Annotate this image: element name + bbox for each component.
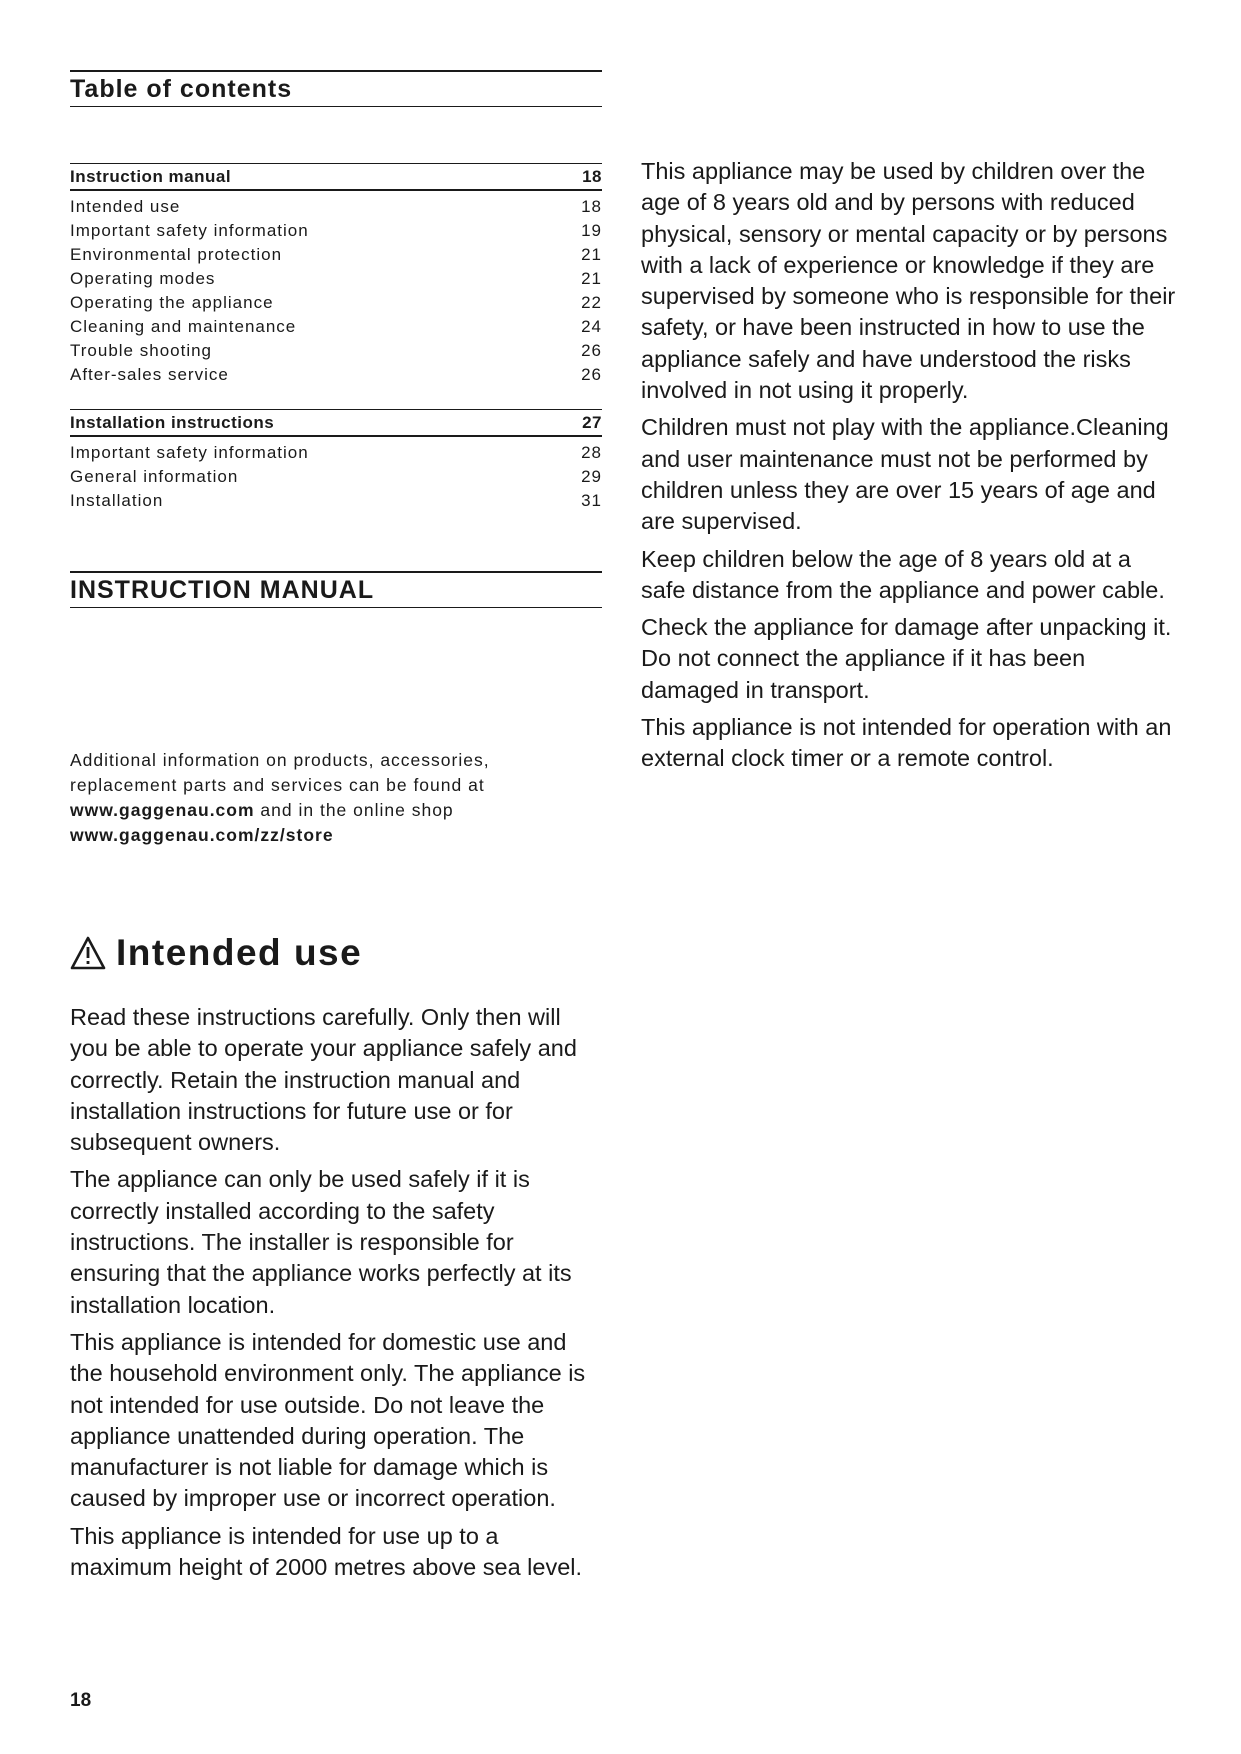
toc-item-page: 29 xyxy=(581,467,602,486)
toc-item-page: 18 xyxy=(581,197,602,216)
additional-info xyxy=(70,748,602,848)
toc-item[interactable] xyxy=(70,363,602,387)
toc-item-page: 28 xyxy=(581,443,602,462)
toc-item-label: General information xyxy=(70,467,239,486)
additional-info-text: and in the online shop xyxy=(254,800,454,820)
toc-heading-label: Installation instructions xyxy=(70,413,275,432)
toc-item[interactable] xyxy=(70,339,602,363)
toc-item-page: 31 xyxy=(581,491,602,510)
manual-section-title: INSTRUCTION MANUAL xyxy=(70,571,602,608)
paragraph: Children must not play with the appliance.Cleaning and user maintenance must not be performed by children unless they are over 15 years of age and are supervised. xyxy=(641,414,1169,535)
toc-item[interactable] xyxy=(70,195,602,219)
toc-section-instruction-manual xyxy=(70,163,602,387)
paragraph: Check the appliance for damage after unpacking it. Do not connect the appliance if it has been damaged in transport. xyxy=(641,614,1172,703)
toc-item-label: Operating modes xyxy=(70,269,216,288)
toc-item-page: 21 xyxy=(581,269,602,288)
toc-item-label: Operating the appliance xyxy=(70,293,274,312)
left-column xyxy=(70,70,602,1589)
toc-list xyxy=(70,191,602,387)
additional-info-line xyxy=(70,798,602,823)
toc-title: Table of contents xyxy=(70,70,602,107)
toc-item-label: Trouble shooting xyxy=(70,341,213,360)
table-of-contents xyxy=(70,163,602,513)
intended-use-body xyxy=(70,1002,602,1583)
toc-item[interactable] xyxy=(70,465,602,489)
page-number: 18 xyxy=(70,1690,92,1711)
toc-heading-page: 27 xyxy=(582,413,602,432)
toc-item[interactable] xyxy=(70,267,602,291)
paragraph: This appliance is not intended for operation with an external clock timer or a remote control. xyxy=(641,714,1172,772)
toc-item-page: 24 xyxy=(581,317,602,336)
toc-section-heading[interactable] xyxy=(70,163,602,191)
toc-item-label: Important safety information xyxy=(70,221,309,240)
paragraph: This appliance is intended for use up to a maximum height of 2000 metres above sea level. xyxy=(70,1522,583,1581)
paragraph: Keep children below the age of 8 years old at a safe distance from the appliance and power cable. xyxy=(641,545,1165,603)
toc-item[interactable] xyxy=(70,219,602,243)
intended-use-heading xyxy=(70,932,602,974)
warning-triangle-icon xyxy=(70,936,106,970)
toc-item-label: Environmental protection xyxy=(70,245,283,264)
intended-use-heading-label: Intended use xyxy=(116,932,363,973)
toc-item-page: 21 xyxy=(581,245,602,264)
toc-item[interactable] xyxy=(70,291,602,315)
toc-item-label: Installation xyxy=(70,491,164,510)
toc-item-label: After-sales service xyxy=(70,365,229,384)
paragraph: The appliance can only be used safely if it is correctly installed according to the safety instructions. The installer is responsible for ensuring that the appliance works perfectly at its installation location. xyxy=(70,1166,572,1318)
toc-list xyxy=(70,437,602,513)
toc-item[interactable] xyxy=(70,243,602,267)
additional-info-line xyxy=(70,823,602,848)
additional-info-line: Additional information on products, accessories, xyxy=(70,750,490,770)
additional-info-line: replacement parts and services can be found at xyxy=(70,775,485,795)
toc-item-label: Important safety information xyxy=(70,443,309,462)
toc-section-heading[interactable] xyxy=(70,409,602,437)
paragraph: This appliance may be used by children over the age of 8 years old and by persons with reduced physical, sensory or mental capacity or by persons with a lack of experience or knowledge if they are supervised by someone who is responsible for their safety, or have been instructed in how to use the appliance safely and have understood the risks involved in not using it properly. xyxy=(641,158,1176,404)
toc-item-page: 22 xyxy=(581,293,602,312)
toc-item-label: Cleaning and maintenance xyxy=(70,317,297,336)
toc-item-label: Intended use xyxy=(70,197,181,216)
right-column xyxy=(641,156,1181,781)
toc-item[interactable] xyxy=(70,489,602,513)
toc-item[interactable] xyxy=(70,441,602,465)
toc-section-installation-instructions xyxy=(70,409,602,513)
toc-item-page: 26 xyxy=(581,341,602,360)
website-link[interactable]: www.gaggenau.com xyxy=(70,800,255,820)
safety-body xyxy=(641,156,1181,775)
toc-heading-label: Instruction manual xyxy=(70,167,232,186)
toc-item[interactable] xyxy=(70,315,602,339)
paragraph: Read these instructions carefully. Only then will you be able to operate your appliance safely and correctly. Retain the instruction manual and installation instructions for future use or for subsequent owners. xyxy=(70,1004,577,1156)
toc-item-page: 26 xyxy=(581,365,602,384)
toc-item-page: 19 xyxy=(581,221,602,240)
toc-heading-page: 18 xyxy=(582,167,602,186)
online-shop-link[interactable]: www.gaggenau.com/zz/store xyxy=(70,825,334,845)
paragraph: This appliance is intended for domestic use and the household environment only. The appliance is not intended for use outside. Do not leave the appliance unattended during operation. The manufacturer is not liable for damage which is caused by improper use or incorrect operation. xyxy=(70,1328,586,1512)
